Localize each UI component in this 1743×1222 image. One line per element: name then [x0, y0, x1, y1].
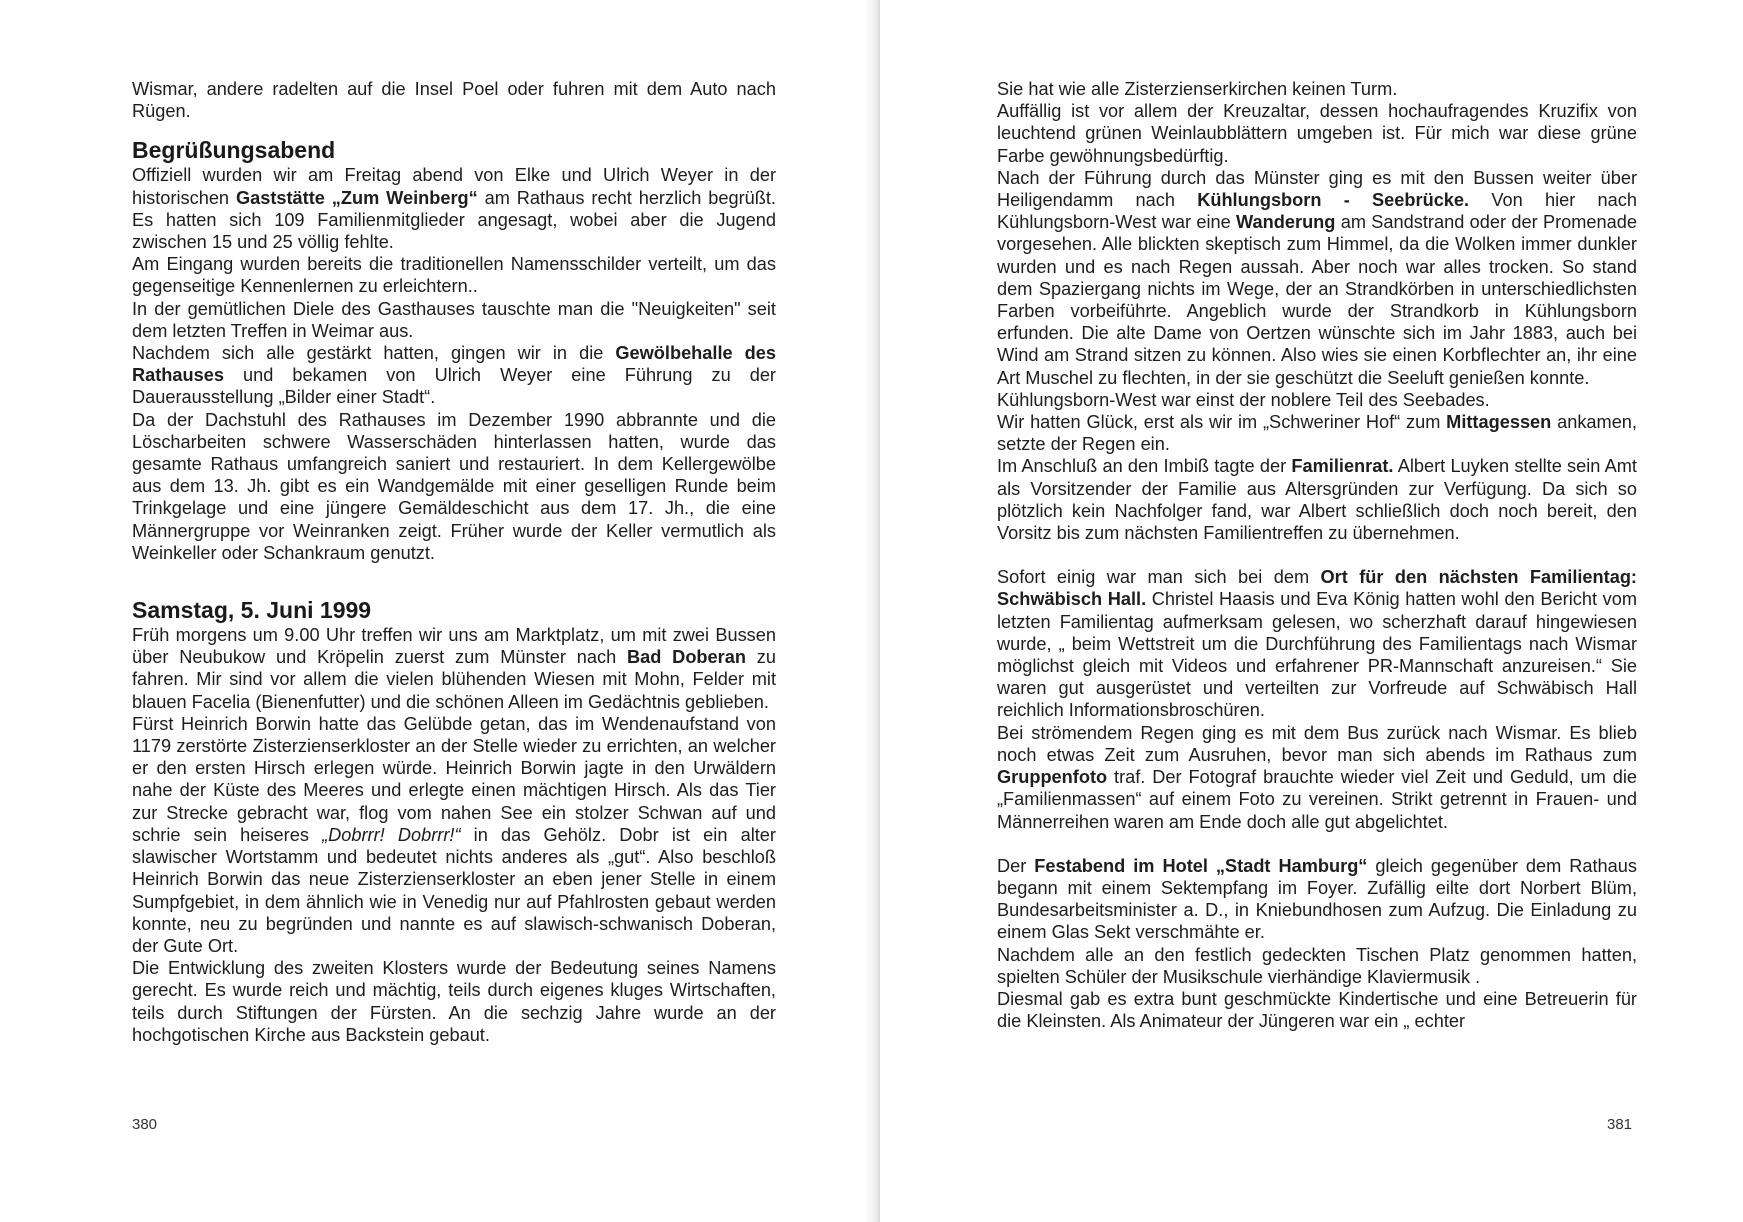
paragraph: Sofort einig war man sich bei dem Ort für den nächsten Familientag: Schwäbisch Hall. Christel Haasis und Eva König hatten wohl den Bericht vom letzten Familientag aufmerksam gelesen, wo scherzhaft darauf hingewiesen wurde, „ beim Wettstreit um die Durchführung des Familientags nach Wismar möglichst gleich mit Videos und erfahrener PR-Mannschaft anzureisen.“ Sie waren gut ausgerüstet und verteilten zur Vorfreude auf Schwäbisch Hall reichlich Informationsbroschüren.: [997, 567, 1637, 721]
right-text-column: [997, 78, 1637, 1032]
intro-paragraph: Wismar, andere radelten auf die Insel Poel oder fuhren mit dem Auto nach Rügen.: [132, 79, 776, 122]
left-text-column: [132, 78, 776, 1046]
paragraph: Nach der Führung durch das Münster ging es mit den Bussen weiter über Heiligendamm nach Kühlungsborn - Seebrücke. Von hier nach Kühlungsborn-West war eine Wanderung am Sandstrand oder der Promenade vorgesehen. Alle blickten skeptisch zum Himmel, da die Wolken immer dunkler wurden und es nach Regen aussah. Aber noch war alles trocken. So stand dem Spaziergang nichts im Wege, der an Strandkörben in unterschiedlichsten Farben vorbeiführte. Angeblich wurde der Strandkorb in Kühlungsborn erfunden. Die alte Dame von Oertzen wünschte sich im Jahr 1883, auch bei Wind am Strand sitzen zu können. Also wies sie einen Korbflechter an, ihr eine Art Muschel zu flechten, in der sie geschützt die Seeluft genießen konnte.: [997, 167, 1637, 388]
paragraph: Der Festabend im Hotel „Stadt Hamburg“ gleich gegenüber dem Rathaus begann mit einem Sektempfang im Foyer. Zufällig eilte dort Norbert Blüm, Bundesarbeitsminister a. D., in Kniebundhosen zum Aufzug. Die Einladung zu einem Glas Sekt verschmähte er.: [997, 855, 1637, 943]
paragraph: Fürst Heinrich Borwin hatte das Gelübde getan, das im Wendenaufstand von 1179 zerstörte Zisterzienserkloster an der Stelle wieder zu errichten, an welcher er den ersten Hirsch erlegen würde. Heinrich Borwin jagte in den Urwäldern nahe der Küste des Meeres und erlegte einen mächtigen Hirsch. Als das Tier zur Strecke gebracht war, flog vom nahen See ein stolzer Schwan auf und schrie sein heiseres „Dobrrr! Dobrrr!“ in das Gehölz. Dobr ist ein alter slawischer Wortstamm und bedeutet nichts anderes als „gut“. Also beschloß Heinrich Borwin das neue Zisterzienserkloster an eben jener Stelle in einem Sumpfgebiet, in dem ähnlich wie in Venedig nur auf Pfahlrosten gebaut werden konnte, neu zu begründen und nannte es auf slawisch-schwanisch Doberan, der Gute Ort.: [132, 713, 776, 956]
paragraph-gap: [997, 544, 1637, 566]
heading-samstag: Samstag, 5. Juni 1999: [132, 597, 372, 624]
paragraph: Am Eingang wurden bereits die traditionellen Namensschilder verteilt, um das gegenseitige Kennenlernen zu erleichtern..: [132, 254, 776, 297]
paragraph: Die Entwicklung des zweiten Klosters wurde der Bedeutung seines Namens gerecht. Es wurde reich und mächtig, teils durch eigenes kluges Wirtschaften, teils durch Stiftungen der Fürsten. An die sechzig Jahre wurde an der hochgotischen Kirche aus Backstein gebaut.: [132, 958, 776, 1045]
paragraph: Nachdem sich alle gestärkt hatten, gingen wir in die Gewölbehalle des Rathauses und bekamen von Ulrich Weyer eine Führung zu der Dauerausstellung „Bilder einer Stadt“.: [132, 343, 777, 408]
paragraph: Im Anschluß an den Imbiß tagte der Familienrat. Albert Luyken stellte sein Amt als Vorsitzender der Familie aus Altersgründen zur Verfügung. Da sich so plötzlich kein Nachfolger fand, war Albert schließlich doch noch bereit, den Vorsitz bis zum nächsten Familientreffen zu übernehmen.: [997, 456, 1637, 544]
paragraph: Diesmal gab es extra bunt geschmückte Kindertische und eine Betreuerin für die Kleinsten. Als Animateur der Jüngeren war ein „ echter: [997, 988, 1637, 1032]
paragraph-gap: [997, 833, 1637, 855]
paragraph: Wir hatten Glück, erst als wir im „Schweriner Hof“ zum Mittagessen ankamen, setzte der Regen ein.: [997, 412, 1637, 455]
paragraph: Auffällig ist vor allem der Kreuzaltar, dessen hochaufragendes Kruzifix von leuchtend grünen Weinlaubblättern umgeben ist. Für mich war diese grüne Farbe gewöhnungsbedürftig.: [997, 101, 1637, 166]
paragraph: Offiziell wurden wir am Freitag abend von Elke und Ulrich Weyer in der historischen Gaststätte „Zum Weinberg“ am Rathaus recht herzlich begrüßt. Es hatten sich 109 Familienmitglieder angesagt, wobei aber die Jugend zwischen 15 und 25 völlig fehlte.: [132, 165, 776, 253]
page-number-right: 381: [1607, 1116, 1633, 1133]
paragraph: In der gemütlichen Diele des Gasthauses tauschte man die "Neuigkeiten" seit dem letzten Treffen in Weimar aus.: [132, 298, 776, 341]
page-number-left: 380: [132, 1116, 158, 1133]
paragraph: Bei strömendem Regen ging es mit dem Bus zurück nach Wismar. Es blieb noch etwas Zeit zum Ausruhen, bevor man sich abends im Rathaus zum Gruppenfoto traf. Der Fotograf brauchte wieder viel Zeit und Geduld, um die „Familienmassen“ auf einem Foto zu vereinen. Strikt getrennt in Frauen- und Männerreihen waren am Ende doch alle gut abgelichtet.: [997, 722, 1637, 832]
right-page: [880, 0, 1743, 1222]
paragraph: Kühlungsborn-West war einst der noblere Teil des Seebades.: [997, 389, 1490, 410]
paragraph: Sie hat wie alle Zisterzienserkirchen keinen Turm.: [997, 79, 1398, 99]
paragraph: Früh morgens um 9.00 Uhr treffen wir uns am Marktplatz, um mit zwei Bussen über Neubukow und Kröpelin zuerst zum Münster nach Bad Doberan zu fahren. Mir sind vor allem die vielen blühenden Wiesen mit Mohn, Felder mit blauen Facelia (Bienenfutter) und die schönen Alleen im Gedächtnis geblieben.: [132, 625, 776, 712]
paragraph: Da der Dachstuhl des Rathauses im Dezember 1990 abbrannte und die Löscharbeiten schwere Wasserschäden hinterlassen hatten, wurde das gesamte Rathaus umfangreich saniert und restauriert. In dem Kellergewölbe aus dem 13. Jh. gibt es ein Wandgemälde mit einer geselligen Runde beim Trinkgelage und eine jüngere Gemäldeschicht aus dem 17. Jh., die eine Männergruppe vor Weinranken zeigt. Früher wurde der Keller vermutlich als Weinkeller oder Schankraum genutzt.: [132, 409, 776, 563]
paragraph: Nachdem alle an den festlich gedeckten Tischen Platz genommen hatten, spielten Schüler der Musikschule vierhändige Klaviermusik .: [997, 944, 1637, 987]
heading-begruessungsabend: Begrüßungsabend: [132, 137, 336, 164]
